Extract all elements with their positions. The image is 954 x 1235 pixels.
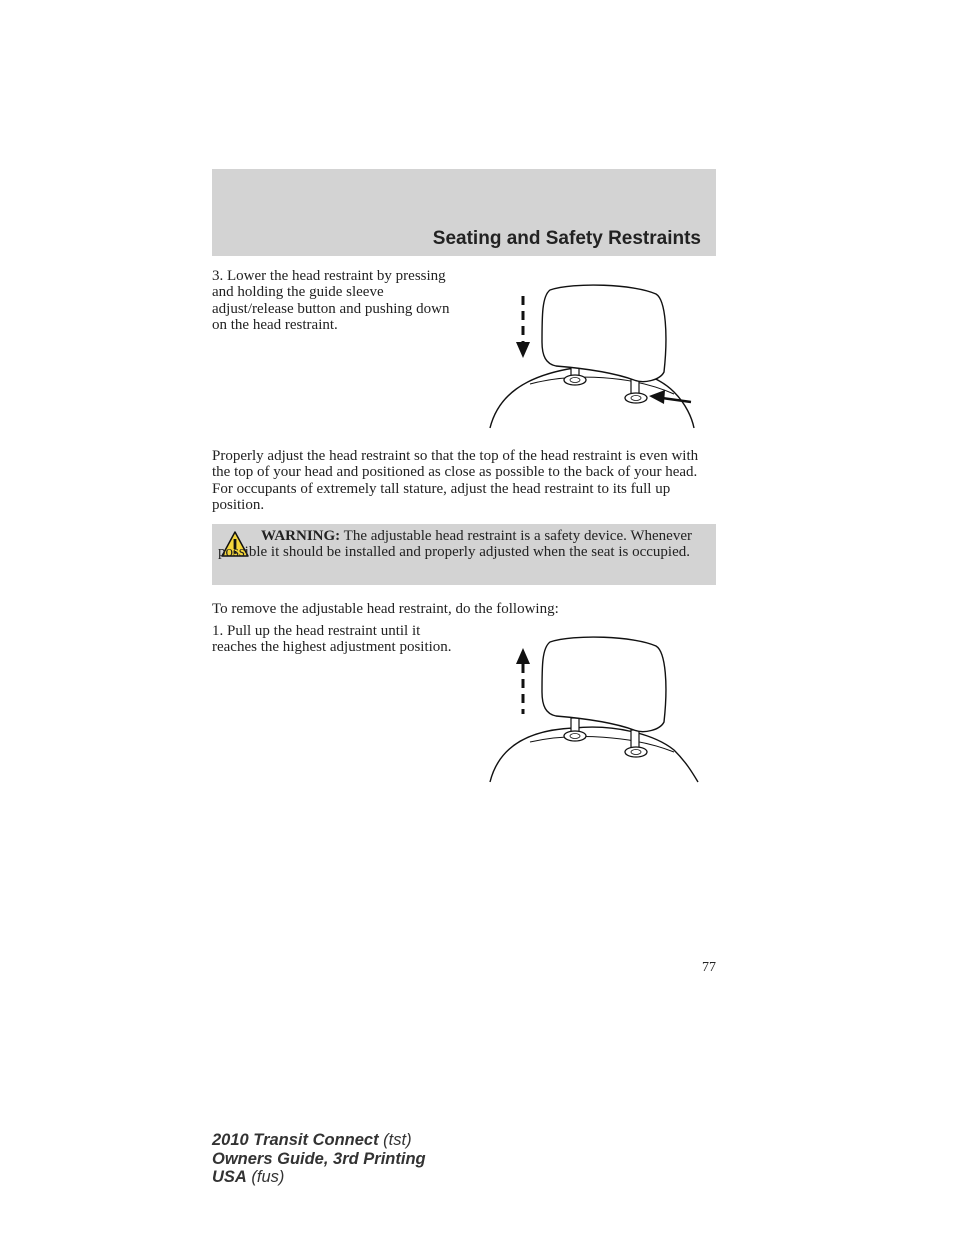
footer-model: 2010 Transit Connect: [212, 1131, 379, 1149]
head-restraint-lower-figure: [484, 276, 700, 432]
footer-market: USA: [212, 1168, 247, 1187]
footer-market-code: (fus): [246, 1168, 285, 1187]
warning-body: The adjustable head restraint is a safety device. Whenever possible it should be installed and properly adjusted when the seat is occupied.: [218, 528, 692, 561]
arrow-up-icon: [516, 648, 530, 714]
footer-line-2: [212, 1150, 426, 1169]
warning-label: WARNING:: [261, 528, 341, 544]
step-1-text: 1. Pull up the head restraint until it reaches the highest adjustment position.: [212, 623, 452, 656]
warning-text: [218, 528, 702, 561]
section-header-band: [212, 169, 716, 256]
step-3-text: 3. Lower the head restraint by pressing and holding the guide sleeve adjust/release button and pushing down on the head restraint.: [212, 268, 450, 334]
adjust-paragraph: Properly adjust the head restraint so that the top of the head restraint is even with the top of your head and positioned as close as possible to the back of your head. For occupants of extremely tall stature, adjust the head restraint to its full up position.: [212, 448, 699, 514]
footer-line-1: [212, 1131, 426, 1150]
remove-paragraph: To remove the adjustable head restraint, do the following:: [212, 601, 559, 617]
section-title: Seating and Safety Restraints: [432, 228, 701, 249]
warning-box: [212, 524, 716, 585]
document-footer: [212, 1131, 426, 1187]
footer-line-3: [212, 1168, 426, 1187]
page-number: 77: [702, 960, 716, 975]
arrow-down-icon: [516, 296, 530, 358]
footer-guide: Owners Guide, 3rd Printing: [212, 1149, 426, 1168]
head-restraint-raise-figure: [484, 630, 700, 786]
footer-model-code: (tst): [378, 1131, 412, 1149]
